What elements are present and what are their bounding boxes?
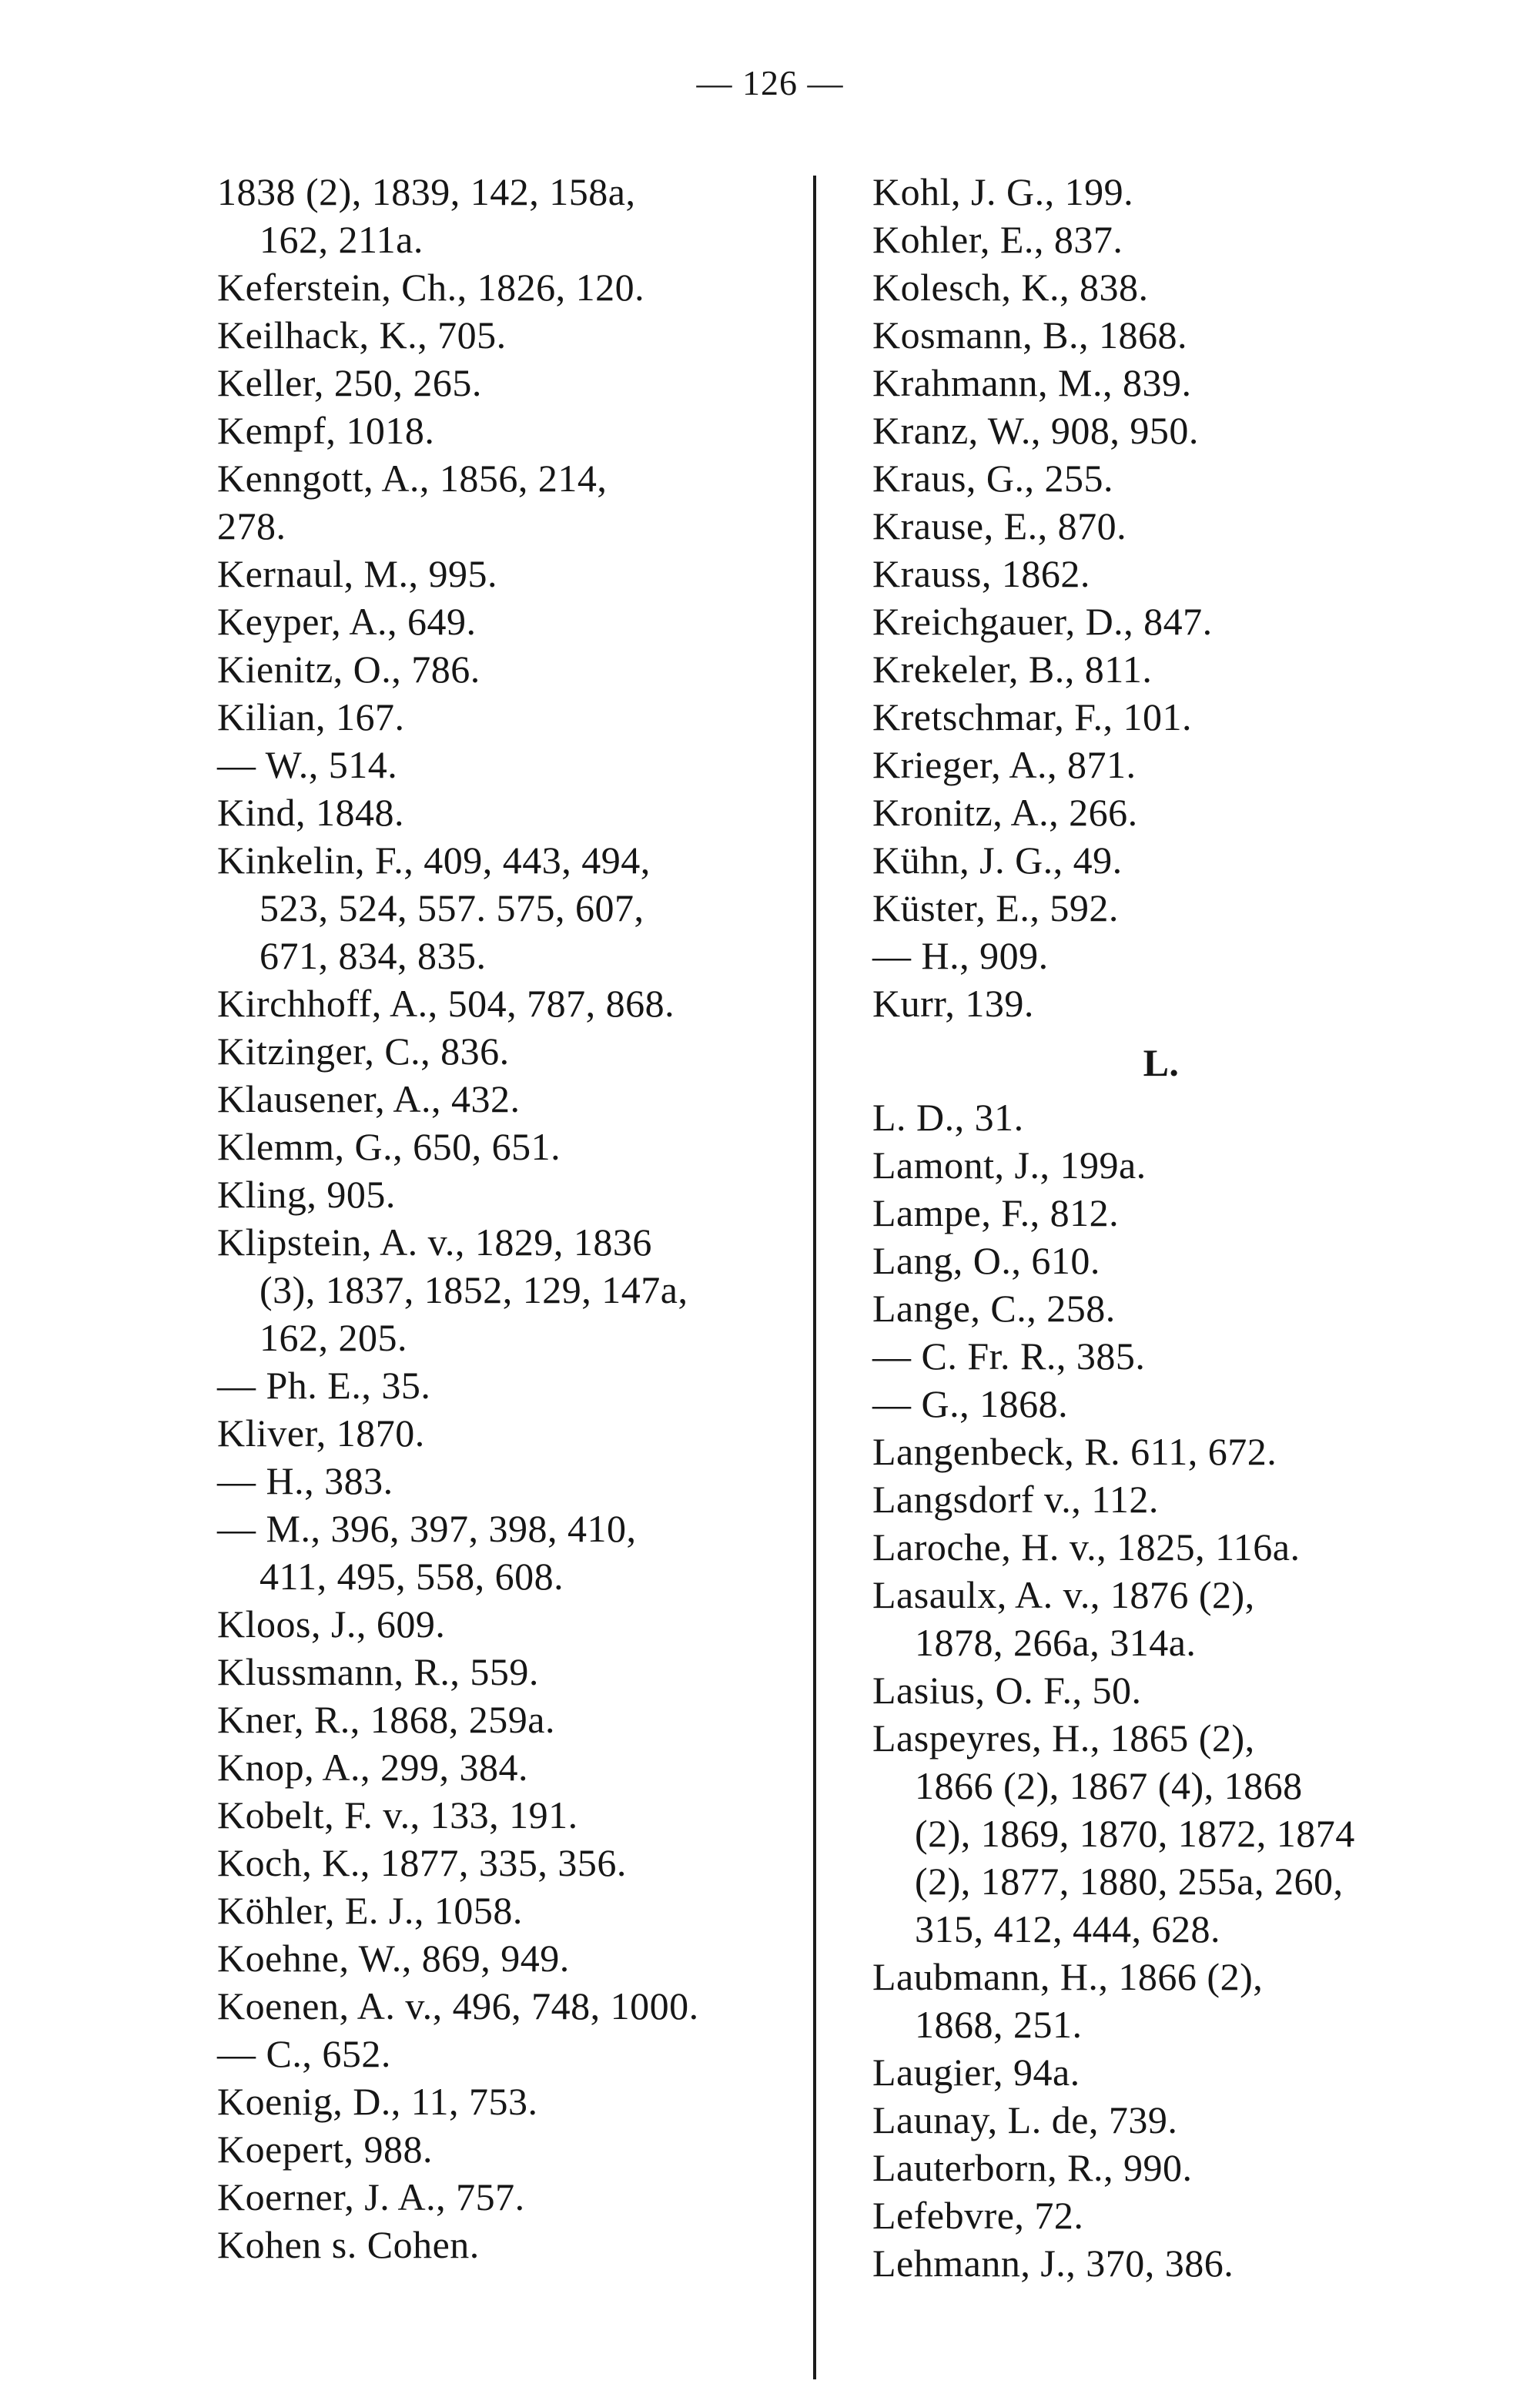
index-entry-continuation: 1878, 266a, 314a. <box>915 1621 1197 1664</box>
index-entry: Lang, O., 610. <box>872 1239 1100 1282</box>
index-column-left <box>217 168 802 2268</box>
index-entry-continuation: 315, 412, 444, 628. <box>915 1907 1220 1950</box>
index-entry: Kilian, 167. <box>217 695 405 738</box>
index-entry: — C. Fr. R., 385. <box>872 1334 1146 1378</box>
index-entry: Langsdorf v., 112. <box>872 1478 1159 1521</box>
index-entry: Kinkelin, F., 409, 443, 494, <box>217 839 651 882</box>
index-entry: Lauterborn, R., 990. <box>872 2146 1193 2189</box>
index-entry: L. D., 31. <box>872 1096 1024 1139</box>
index-entry: Laugier, 94a. <box>872 2051 1080 2094</box>
index-entry: Kohl, J. G., 199. <box>872 170 1134 213</box>
index-entry: Lasaulx, A. v., 1876 (2), <box>872 1573 1255 1616</box>
column-divider <box>813 176 816 2379</box>
index-entry-continuation: 523, 524, 557. 575, 607, <box>259 886 644 929</box>
index-entry: Kranz, W., 908, 950. <box>872 409 1199 452</box>
index-entry: 1838 (2), 1839, 142, 158a, <box>217 170 636 213</box>
index-entry: Koch, K., 1877, 335, 356. <box>217 1841 627 1884</box>
index-entry: — H., 909. <box>872 934 1049 977</box>
index-entry: Koepert, 988. <box>217 2128 434 2171</box>
index-entry: — W., 514. <box>217 743 398 786</box>
index-entry: Lehmann, J., 370, 386. <box>872 2242 1234 2285</box>
index-entry: Koerner, J. A., 757. <box>217 2175 525 2218</box>
index-entry: Keferstein, Ch., 1826, 120. <box>217 266 645 309</box>
index-entry: — H., 383. <box>217 1459 393 1502</box>
index-entry: — G., 1868. <box>872 1382 1069 1425</box>
index-entry: Krekeler, B., 811. <box>872 648 1153 691</box>
index-entry: Kosmann, B., 1868. <box>872 313 1187 357</box>
index-entry: Kienitz, O., 786. <box>217 648 480 691</box>
index-entry: Kind, 1848. <box>217 791 404 834</box>
index-entry: Kernaul, M., 995. <box>217 552 497 595</box>
index-entry: Krahmann, M., 839. <box>872 361 1192 404</box>
index-entry: Koenig, D., 11, 753. <box>217 2080 538 2123</box>
index-entry: Kliver, 1870. <box>217 1411 425 1455</box>
index-entry-continuation: 1868, 251. <box>915 2003 1083 2046</box>
index-entry: — M., 396, 397, 398, 410, <box>217 1507 637 1550</box>
index-entry: 278. <box>217 504 286 547</box>
index-entry: Krieger, A., 871. <box>872 743 1137 786</box>
index-entry: Keyper, A., 649. <box>217 600 477 643</box>
index-section-k <box>872 168 1473 1027</box>
index-entry: Kenngott, A., 1856, 214, <box>217 457 608 500</box>
index-entry-continuation: 162, 211a. <box>259 218 424 261</box>
index-entry: Keilhack, K., 705. <box>217 313 507 357</box>
index-entry: Langenbeck, R. 611, 672. <box>872 1430 1277 1473</box>
index-entry: Lamont, J., 199a. <box>872 1143 1147 1187</box>
index-entry: Kühn, J. G., 49. <box>872 839 1123 882</box>
index-entry: — Ph. E., 35. <box>217 1364 431 1407</box>
index-entry: Kretschmar, F., 101. <box>872 695 1193 738</box>
index-entry: Kohen s. Cohen. <box>217 2223 480 2266</box>
index-entry: Klussmann, R., 559. <box>217 1650 539 1693</box>
index-entry: Kirchhoff, A., 504, 787, 868. <box>217 982 675 1025</box>
index-entry: Lampe, F., 812. <box>872 1191 1120 1234</box>
index-entry: Laubmann, H., 1866 (2), <box>872 1955 1264 1998</box>
index-column-right <box>872 168 1473 2287</box>
index-entry: Kobelt, F. v., 133, 191. <box>217 1793 578 1837</box>
index-entry-continuation: (2), 1869, 1870, 1872, 1874 <box>915 1812 1355 1855</box>
index-entry-continuation: 1866 (2), 1867 (4), 1868 <box>915 1764 1303 1807</box>
index-entry: Kraus, G., 255. <box>872 457 1114 500</box>
index-entry: Launay, L. de, 739. <box>872 2098 1178 2141</box>
index-entry: Kolesch, K., 838. <box>872 266 1149 309</box>
index-entry-continuation: 162, 205. <box>259 1316 407 1359</box>
index-entry: Köhler, E. J., 1058. <box>217 1889 523 1932</box>
index-entry-continuation: (2), 1877, 1880, 255a, 260, <box>915 1860 1344 1903</box>
index-entry: Koehne, W., 869, 949. <box>217 1937 570 1980</box>
index-entry: Küster, E., 592. <box>872 886 1119 929</box>
page-number: — 126 — <box>696 63 844 102</box>
index-entry: Kitzinger, C., 836. <box>217 1030 510 1073</box>
index-entry: Krauss, 1862. <box>872 552 1090 595</box>
index-entry: Kloos, J., 609. <box>217 1602 446 1646</box>
index-entry: Krause, E., 870. <box>872 504 1127 547</box>
index-entry: Klausener, A., 432. <box>217 1077 521 1120</box>
index-entry-continuation: (3), 1837, 1852, 129, 147a, <box>259 1268 688 1311</box>
index-entry-continuation: 671, 834, 835. <box>259 934 487 977</box>
index-entry: — C., 652. <box>217 2032 391 2075</box>
section-heading: L. <box>1143 1041 1180 1084</box>
index-entry: Kner, R., 1868, 259a. <box>217 1698 555 1741</box>
index-entry: Kempf, 1018. <box>217 409 435 452</box>
index-entry: Kohler, E., 837. <box>872 218 1123 261</box>
index-entry: Laroche, H. v., 1825, 116a. <box>872 1525 1301 1569</box>
index-entry: Kronitz, A., 266. <box>872 791 1138 834</box>
index-entry: Keller, 250, 265. <box>217 361 482 404</box>
index-entry: Klipstein, A. v., 1829, 1836 <box>217 1220 652 1264</box>
index-entry: Lefebvre, 72. <box>872 2194 1084 2237</box>
index-entry: Lange, C., 258. <box>872 1287 1116 1330</box>
index-entry: Koenen, A. v., 496, 748, 1000. <box>217 1984 699 2027</box>
index-entry: Klemm, G., 650, 651. <box>217 1125 561 1168</box>
index-entry: Knop, A., 299, 384. <box>217 1746 528 1789</box>
index-entry: Laspeyres, H., 1865 (2), <box>872 1716 1255 1760</box>
index-entry: Kling, 905. <box>217 1173 396 1216</box>
index-entry: Kreichgauer, D., 847. <box>872 600 1213 643</box>
index-section-l <box>872 1093 1473 2287</box>
index-entry: Kurr, 139. <box>872 982 1034 1025</box>
index-entry-continuation: 411, 495, 558, 608. <box>259 1555 564 1598</box>
index-entry: Lasius, O. F., 50. <box>872 1669 1142 1712</box>
